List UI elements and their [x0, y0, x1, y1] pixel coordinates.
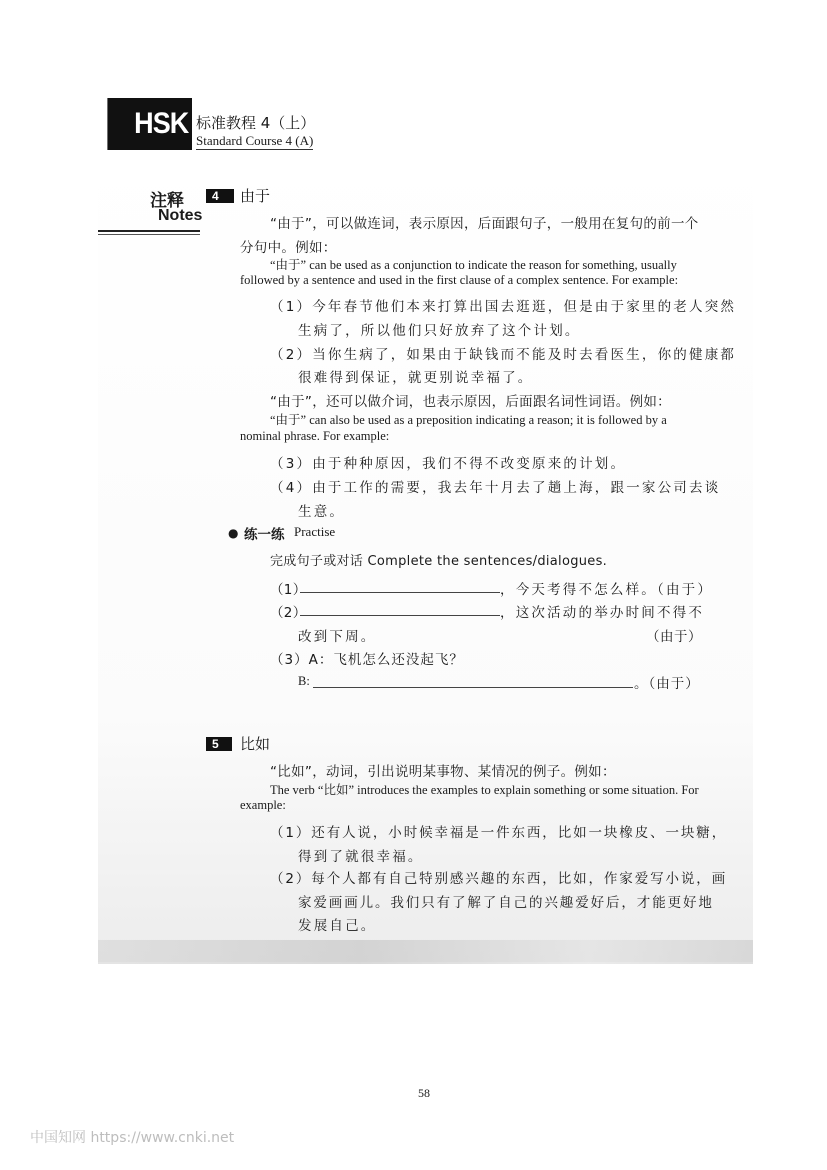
watermark: 中国知网 https://www.cnki.net — [30, 1130, 235, 1146]
exercise-b-label: B: — [298, 674, 310, 688]
practise-label-cn: 练一练 — [244, 527, 285, 543]
example-sentence: 生意。 — [298, 504, 346, 520]
example-sentence: （3）由于种种原因，我们不得不改变原来的计划。 — [270, 456, 627, 472]
exercise-question: （3）A：飞机怎么还没起飞？ — [270, 652, 464, 668]
note-paragraph-en: example: — [240, 798, 286, 812]
exercise-number: （1） — [270, 582, 307, 598]
note-paragraph-en: The verb “比如” introduces the examples to explain something or some situation. For — [270, 783, 699, 797]
bullet-icon: ● — [228, 526, 239, 540]
note-paragraph-cn: “由于”，可以做连词，表示原因，后面跟句子，一般用在复句的前一个 — [270, 216, 699, 232]
exercise-prompt: ，这次活动的举办时间不得不 — [500, 605, 705, 621]
example-sentence: 发展自己。 — [298, 918, 377, 934]
example-sentence: （2）当你生病了，如果由于缺钱而不能及时去看医生，你的健康都 — [270, 347, 737, 363]
practise-label-en: Practise — [294, 524, 336, 539]
exercise-prompt: ，今天考得不怎么样。（由于） — [500, 582, 714, 598]
example-sentence: 生病了，所以他们只好放弃了这个计划。 — [298, 323, 581, 339]
exercise-hint: 。（由于） — [634, 676, 700, 692]
example-sentence: 家爱画画儿。我们只有了解了自己的兴趣爱好后，才能更好地 — [298, 895, 714, 911]
note-paragraph-cn: “由于”，还可以做介词，也表示原因，后面跟名词性词语。例如： — [270, 394, 671, 410]
exercise-prompt: 改到下周。 — [298, 629, 377, 645]
answer-blank[interactable] — [313, 673, 633, 692]
note-number-badge: 4 — [206, 189, 234, 203]
note-paragraph-en: “由于” can be used as a conjunction to indicate the reason for something, usually — [270, 258, 677, 272]
example-sentence: （4）由于工作的需要，我去年十月去了趟上海，跟一家公司去谈 — [270, 480, 721, 496]
note-paragraph-en: “由于” can also be used as a preposition indicating a reason; it is followed by a — [270, 413, 667, 427]
hsk-logo: HSK — [107, 98, 192, 150]
answer-blank[interactable] — [300, 601, 500, 620]
page-number: 58 — [418, 1086, 430, 1100]
note-paragraph-en: followed by a sentence and used in the first clause of a complex sentence. For example: — [240, 273, 679, 287]
note-paragraph-cn: “比如”，动词，引出说明某事物、某情况的例子。例如： — [270, 764, 616, 780]
notes-label-en: Notes — [158, 207, 203, 224]
book-title-cn: 标准教程 4（上） — [196, 114, 316, 132]
exercise-number: （2） — [270, 605, 307, 621]
practise-instruction: 完成句子或对话 Complete the sentences/dialogues. — [270, 554, 608, 569]
example-sentence: 很难得到保证，就更别说幸福了。 — [298, 370, 534, 386]
notes-divider-thin — [98, 234, 200, 235]
note-title: 由于 — [240, 187, 271, 205]
note-paragraph-en: nominal phrase. For example: — [240, 429, 390, 443]
exercise-hint: （由于） — [646, 629, 702, 645]
notes-divider — [98, 230, 200, 232]
example-sentence: （1）还有人说，小时候幸福是一件东西，比如一块橡皮、一块糖， — [270, 825, 728, 841]
scan-shadow — [98, 940, 753, 964]
book-title-en: Standard Course 4 (A) — [196, 133, 314, 148]
notes-label-cn: 注释 — [150, 191, 184, 211]
example-sentence: 得到了就很幸福。 — [298, 849, 424, 865]
answer-blank[interactable] — [300, 578, 500, 597]
example-sentence: （1）今年春节他们本来打算出国去逛逛，但是由于家里的老人突然 — [270, 299, 737, 315]
example-sentence: （2）每个人都有自己特别感兴趣的东西，比如，作家爱写小说，画 — [270, 871, 728, 887]
note-title: 比如 — [240, 735, 271, 753]
note-number-badge: 5 — [206, 737, 232, 751]
note-paragraph-cn: 分句中。例如： — [240, 240, 337, 256]
